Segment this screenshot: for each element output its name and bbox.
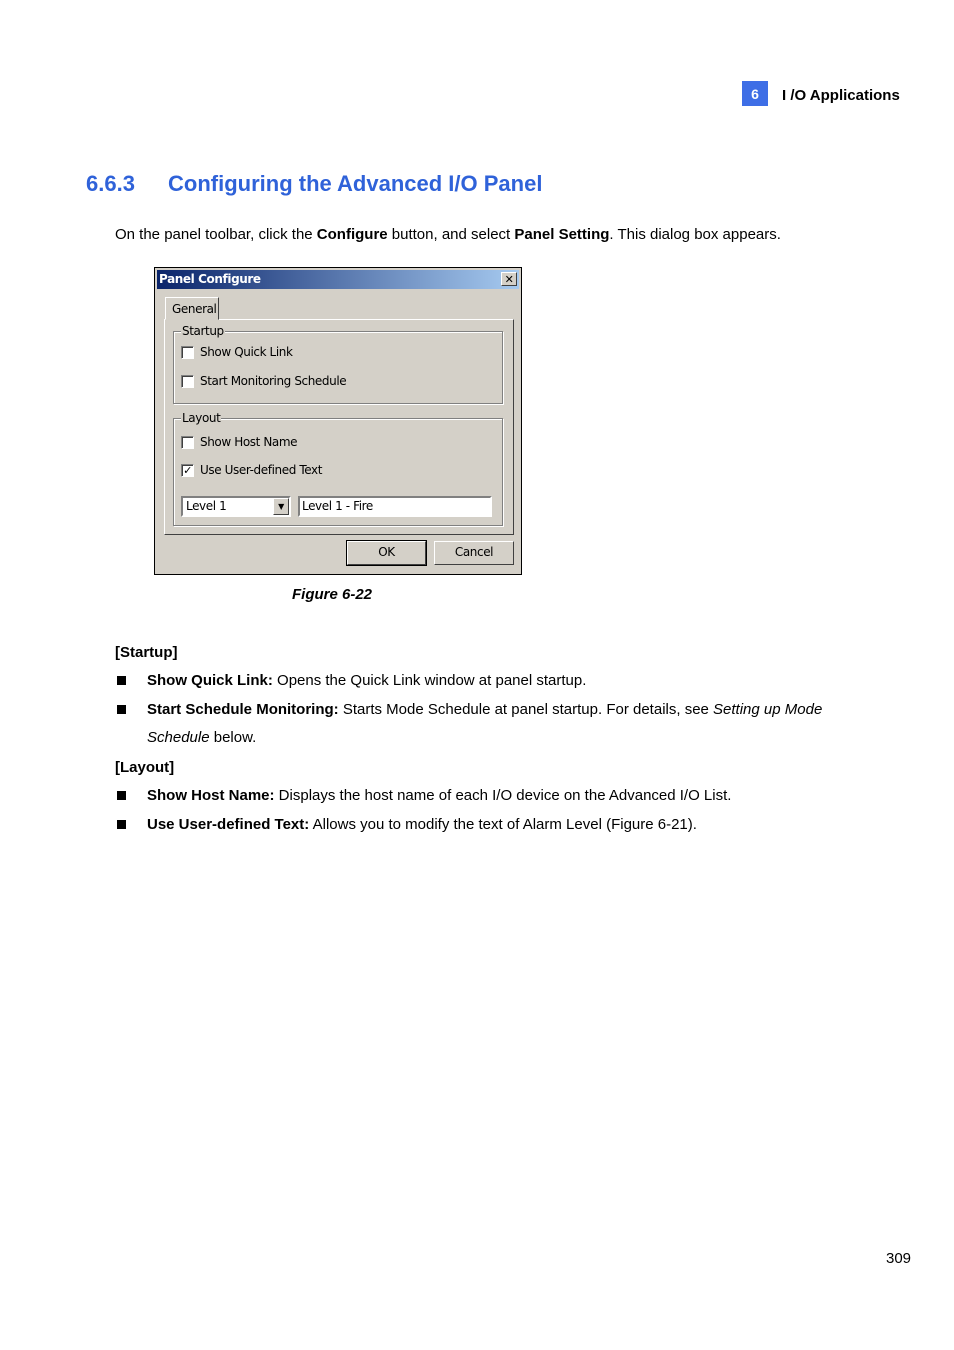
chevron-down-icon[interactable]: ▼ [273, 498, 289, 515]
layout-group [173, 411, 503, 526]
use-user-defined-text-label: Use User-defined Text [200, 463, 322, 477]
level-text-input[interactable]: Level 1 - Fire [298, 496, 492, 517]
bullet-term: Use User-defined Text: [147, 816, 310, 833]
page-number: 309 [886, 1250, 912, 1267]
bullet-square-icon [117, 705, 126, 714]
section-title: Configuring the Advanced I/O Panel [168, 171, 543, 196]
bullet-square-icon [117, 791, 126, 800]
use-user-defined-text-option[interactable] [181, 463, 322, 477]
intro-text: On the panel toolbar, click the [115, 226, 317, 243]
chapter-badge: 6 [742, 81, 768, 106]
bullet-square-icon [117, 820, 126, 829]
tab-general[interactable]: General [165, 297, 219, 320]
intro-paragraph [115, 226, 781, 243]
section-heading [86, 171, 542, 197]
show-host-name-option[interactable] [181, 435, 297, 449]
show-quick-link-option[interactable] [181, 345, 293, 359]
layout-heading: [Layout] [115, 759, 175, 776]
start-monitoring-schedule-checkbox[interactable] [181, 375, 194, 388]
list-item [117, 782, 837, 810]
cancel-button[interactable]: Cancel [434, 541, 514, 565]
ok-button[interactable]: OK [347, 541, 426, 565]
chapter-title: I /O Applications [782, 87, 900, 104]
bullet-term: Show Host Name: [147, 787, 275, 804]
level-select[interactable] [181, 496, 291, 517]
layout-group-label: Layout [182, 411, 221, 425]
show-host-name-checkbox[interactable] [181, 436, 194, 449]
bullet-text: Starts Mode Schedule at panel startup. For details, see [338, 701, 714, 718]
startup-group-label: Startup [182, 324, 224, 338]
close-button[interactable]: ✕ [501, 272, 517, 286]
use-user-defined-text-checkbox[interactable]: ✓ [181, 464, 194, 477]
startup-group [173, 324, 503, 404]
show-quick-link-label: Show Quick Link [200, 345, 293, 359]
general-tab-panel [164, 319, 514, 535]
intro-panel-setting: Panel Setting [514, 226, 610, 243]
intro-text: . This dialog box appears. [609, 226, 781, 243]
intro-text: button, and select [387, 226, 515, 243]
level-select-value: Level 1 [186, 499, 227, 513]
startup-heading: [Startup] [115, 644, 178, 661]
figure-caption: Figure 6-22 [292, 586, 373, 603]
bullet-term: Show Quick Link: [147, 672, 273, 689]
section-number: 6.6.3 [86, 171, 135, 196]
bullet-link-text: Setting up Mode Schedule [147, 701, 823, 746]
intro-configure: Configure [316, 226, 388, 243]
show-quick-link-checkbox[interactable] [181, 346, 194, 359]
bullet-square-icon [117, 676, 126, 685]
list-item [117, 667, 837, 695]
show-host-name-label: Show Host Name [200, 435, 298, 449]
bullet-term: Start Schedule Monitoring: [147, 701, 339, 718]
bullet-text: below. [209, 729, 257, 746]
dialog-titlebar [157, 270, 519, 289]
list-item [117, 696, 837, 752]
list-item [117, 811, 837, 839]
start-monitoring-schedule-label: Start Monitoring Schedule [200, 374, 347, 388]
bullet-text: Opens the Quick Link window at panel startup. [272, 672, 587, 689]
dialog-title: Panel Configure [159, 272, 261, 286]
bullet-text: Displays the host name of each I/O device on the Advanced I/O List. [274, 787, 732, 804]
bullet-text: Allows you to modify the text of Alarm Level (Figure 6-21). [309, 816, 697, 833]
panel-configure-dialog [154, 267, 522, 575]
start-monitoring-schedule-option[interactable] [181, 374, 346, 388]
